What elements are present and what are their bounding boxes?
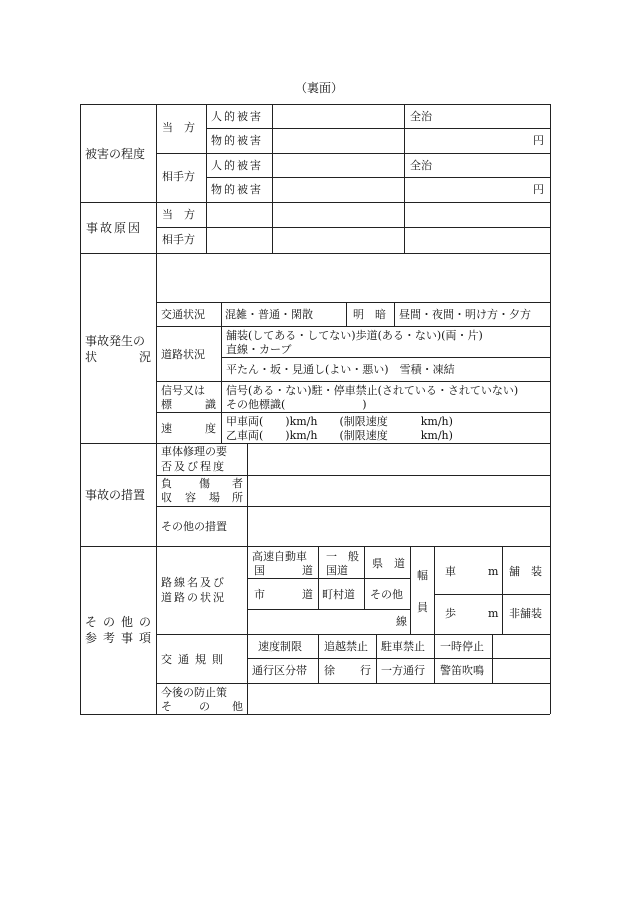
damage-other-human: 人的被害	[211, 159, 263, 172]
route-label-1: 路線名及び	[161, 576, 226, 589]
occurrence-header-1: 事故発生の	[85, 334, 146, 348]
sidewalk-label: 歩	[445, 607, 456, 620]
prefectural-road: 県 道	[372, 557, 405, 570]
other-measures-label: その他の措置	[161, 520, 227, 533]
paved-label: 舗 装	[509, 565, 542, 578]
page-title: （裏面）	[295, 81, 344, 95]
prevention-label-1: 今後の防止策	[161, 686, 227, 699]
signal-line-2: その他標識( )	[226, 398, 367, 411]
line-label: 線	[396, 615, 407, 628]
damage-self-property: 物的被害	[211, 134, 263, 147]
city-road-b: 道	[302, 588, 313, 601]
highway-1: 高速自動車	[252, 550, 307, 563]
rule-horn: 警笛吹鳴	[440, 664, 484, 677]
cause-self-label: 当 方	[162, 208, 195, 221]
signal-line-1: 信号(ある・ない)駐・停車禁止(されている・されていない)	[226, 384, 519, 397]
rule-lane-division: 通行区分帯	[252, 664, 307, 677]
occurrence-header-2a: 状	[85, 350, 98, 364]
other-road: その他	[370, 588, 403, 601]
road-label: 道路状況	[161, 348, 205, 361]
damage-other-label: 相手方	[162, 170, 195, 183]
rule-no-parking: 駐車禁止	[381, 640, 425, 653]
light-value: 昼間・夜間・明け方・夕方	[399, 308, 531, 321]
city-road-a: 市	[254, 588, 265, 601]
speed-line-2: 乙車両( )km/h (制限速度 km/h)	[226, 429, 453, 442]
speed-line-1: 甲車両( )km/h (制限速度 km/h)	[226, 415, 453, 428]
speed-label-a: 速	[161, 422, 172, 435]
occurrence-header-2b: 況	[139, 350, 152, 364]
damage-other-property: 物的被害	[211, 183, 263, 196]
reference-header-1: その他の	[85, 615, 158, 629]
injured-2b: 容	[185, 491, 196, 504]
rule-stop: 一時停止	[440, 640, 484, 653]
injured-1b: 傷	[199, 477, 210, 490]
sidewalk-meter: m	[488, 607, 499, 620]
prevention-label-2a: そ	[161, 700, 172, 713]
lane-meter: m	[488, 565, 499, 578]
repair-label-1: 車体修理の要	[161, 445, 227, 458]
road-line-2: 直線・カーブ	[226, 343, 292, 356]
highway-2b: 道	[302, 564, 313, 577]
unpaved-label: 非舗装	[509, 607, 542, 620]
injured-2d: 所	[232, 491, 243, 504]
signal-label-2a: 標	[161, 398, 172, 411]
road-line-3: 平たん・坂・見通し(よい・悪い) 雪積・凍結	[226, 363, 455, 376]
damage-other-heal: 全治	[410, 159, 432, 172]
damage-other-yen: 円	[533, 183, 544, 196]
rule-slow-a: 徐	[324, 664, 335, 677]
injured-2a: 収	[161, 491, 172, 504]
damage-self-label: 当 方	[162, 121, 195, 134]
speed-label-b: 度	[205, 422, 216, 435]
rule-no-passing: 追越禁止	[324, 640, 368, 653]
lane-label: 車	[445, 565, 456, 578]
damage-self-heal: 全治	[410, 110, 432, 123]
injured-1a: 負	[161, 477, 172, 490]
municipal-road: 町村道	[322, 588, 355, 601]
measures-header: 事故の措置	[85, 488, 146, 502]
prevention-label-2b: の	[199, 700, 210, 713]
signal-label-1: 信号又は	[161, 384, 205, 397]
signal-label-2b: 識	[205, 398, 216, 411]
route-label-2: 道路の状況	[161, 591, 226, 604]
light-label: 明 暗	[353, 308, 386, 321]
general-1: 一 般	[326, 550, 359, 563]
traffic-label: 交通状況	[161, 308, 205, 321]
highway-2a: 国	[254, 564, 265, 577]
width-label-a: 幅	[417, 569, 428, 582]
traffic-value: 混雑・普通・閑散	[225, 308, 313, 321]
cause-header: 事故原因	[86, 221, 143, 235]
rule-speed-limit: 速度制限	[258, 640, 302, 653]
injured-2c: 場	[209, 491, 220, 504]
damage-self-human: 人的被害	[211, 110, 263, 123]
damage-header: 被害の程度	[85, 147, 146, 161]
injured-1c: 者	[232, 477, 243, 490]
rule-one-way: 一方通行	[381, 664, 425, 677]
damage-self-yen: 円	[533, 134, 544, 147]
rules-label: 交通規則	[161, 653, 229, 666]
repair-label-2: 否及び程度	[161, 460, 226, 473]
road-line-1: 舗装(してある・してない)歩道(ある・ない)(両・片)	[226, 329, 483, 342]
width-label-b: 員	[417, 601, 428, 614]
general-2: 国道	[326, 564, 348, 577]
cause-other-label: 相手方	[162, 233, 195, 246]
rule-slow-b: 行	[360, 664, 371, 677]
prevention-label-2c: 他	[232, 700, 243, 713]
reference-header-2: 参考事項	[85, 631, 158, 645]
